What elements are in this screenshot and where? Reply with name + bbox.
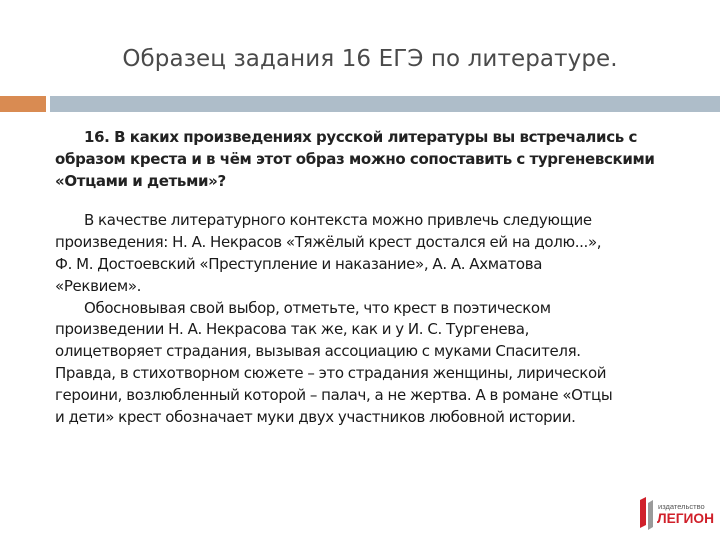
title-accent-bar: [0, 96, 46, 112]
answer-paragraph-context: [55, 210, 695, 297]
answer-line: и дети» крест обозначает муки двух участников любовной истории.: [55, 407, 576, 426]
answer-paragraph-justification: [55, 298, 695, 429]
answer-line: героини, возлюбленный которой – палач, а не жертва. А в романе «Отцы: [55, 385, 613, 404]
answer-line: Правда, в стихотворном сюжете – это страдания женщины, лирической: [55, 363, 607, 382]
question-line: 16. В каких произведениях русской литературы вы встречались с: [84, 128, 637, 146]
logo-publisher-name: ЛЕГИОН: [657, 510, 714, 526]
question-line: образом креста и в чём этот образ можно сопоставить с тургеневскими: [55, 149, 655, 168]
paragraph-spacer: [55, 192, 695, 210]
slide-body: [55, 127, 695, 428]
answer-line: В качестве литературного контекста можно привлечь следующие: [84, 211, 592, 230]
legion-shield-icon: [640, 497, 653, 530]
task-question: [55, 127, 695, 192]
answer-line: произведении Н. А. Некрасова так же, как и у И. С. Тургенева,: [55, 320, 529, 339]
answer-line: произведения: Н. А. Некрасов «Тяжёлый крест достался ей на долю...»,: [55, 233, 602, 252]
answer-line: Ф. М. Достоевский «Преступление и наказание», А. А. Ахматова: [55, 254, 543, 273]
answer-line: Обосновывая свой выбор, отметьте, что крест в поэтическом: [84, 298, 551, 317]
slide-title: Образец задания 16 ЕГЭ по литературе.: [122, 46, 618, 72]
answer-line: олицетворяет страдания, вызывая ассоциацию с муками Спасителя.: [55, 342, 581, 361]
question-line: «Отцами и детьми»?: [55, 171, 226, 190]
answer-line: «Реквием».: [55, 276, 142, 295]
logo-publisher-small: издательство: [658, 502, 705, 511]
legion-publisher-logo: [638, 495, 718, 531]
title-divider-bar: [50, 96, 720, 112]
